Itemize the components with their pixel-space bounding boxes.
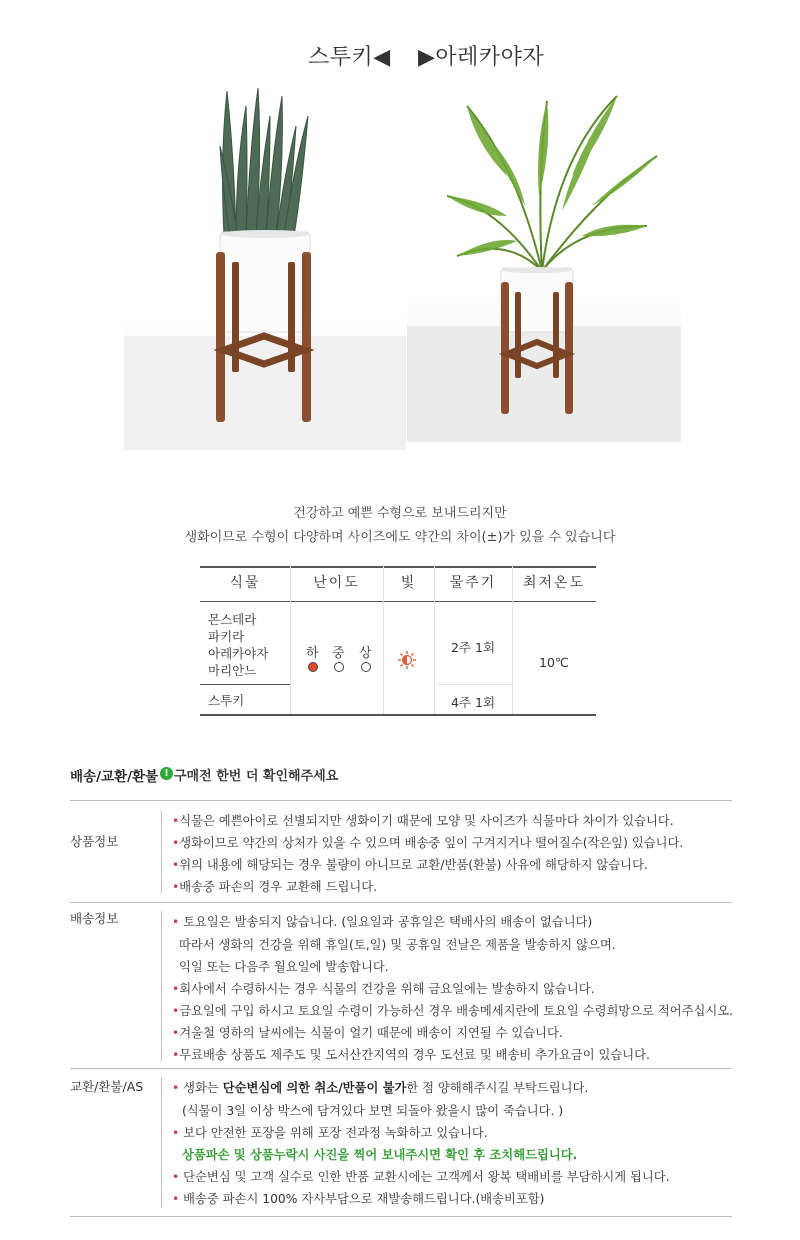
exchange-info-highlight: 상품파손 및 상품누락시 사진을 찍어 보내주시면 확인 후 조치해드립니다. — [182, 1148, 578, 1162]
delivery-info-line: •회사에서 수령하시는 경우 식물의 건강을 위해 금요일에는 발송하지 않습니다. — [172, 982, 595, 996]
warning-icon: ! — [160, 767, 173, 780]
watering-value-1: 2주 1회 — [450, 640, 496, 655]
section-vline — [161, 1077, 162, 1207]
delivery-info-line: •무료배송 상품도 제주도 및 도서산간지역의 경우 도선료 및 배송비 추가요금이 있습니다. — [172, 1048, 650, 1062]
water-row-divider — [438, 684, 512, 685]
section-vline — [161, 811, 162, 893]
product-info-line: •식물은 예쁜아이로 선별되지만 생화이기 때문에 모양 및 사이즈가 식물마다 차이가 있습니다. — [172, 814, 674, 828]
stuckyi-plant-photo — [124, 86, 406, 450]
section-divider — [70, 1068, 732, 1069]
difficulty-high-dot — [361, 662, 371, 672]
header-min-temp: 최저온도 — [522, 575, 586, 591]
delivery-info-line: •겨울철 영하의 날씨에는 식물이 얼기 때문에 배송이 지연될 수 있습니다. — [172, 1026, 563, 1040]
care-table — [200, 566, 596, 716]
exchange-info-line: • 보다 안전한 포장을 위해 포장 전과정 녹화하고 있습니다. — [172, 1126, 488, 1140]
product-info-line: •위의 내용에 해당되는 경우 불량이 아니므로 교환/반품(환불) 사유에 해당하지 않습니다. — [172, 858, 648, 872]
shipping-subtitle: 구매전 한번 더 확인해주세요 — [174, 769, 339, 784]
exchange-info-line: • 단순변심 및 고객 실수로 인한 반품 교환시에는 고객께서 왕복 택배비를 부담하시게 됩니다. — [172, 1170, 670, 1184]
intro-line-1: 건강하고 예쁜 수형으로 보내드리지만 — [293, 506, 507, 521]
watering-value-2: 4주 1회 — [450, 695, 496, 710]
min-temp-value: 10℃ — [539, 655, 569, 670]
exchange-info-line: (식물이 3일 이상 박스에 담겨있다 보면 되돌아 왔을시 많이 죽습니다. ) — [182, 1104, 564, 1118]
header-watering: 물주기 — [449, 575, 497, 591]
product-info-line: •배송중 파손의 경우 교환해 드립니다. — [172, 880, 377, 894]
product-info-label: 상품정보 — [70, 834, 119, 849]
difficulty-low-dot — [308, 662, 318, 672]
areca-palm-label: ▶아레카야자 — [418, 45, 545, 70]
plant-row-divider — [200, 684, 290, 685]
plant-name: 아레카야자 — [208, 646, 269, 661]
header-light: 빛 — [400, 575, 417, 591]
delivery-info-line: •금요일에 구입 하시고 토요일 수령이 가능하신 경우 배송메세지란에 토요일 수령희망으로 적어주십시오. — [172, 1004, 734, 1018]
table-header-border — [200, 601, 596, 602]
plant-name: 파키라 — [208, 629, 245, 644]
exchange-info-line: • 배송중 파손시 100% 자사부담으로 재발송해드립니다.(배송비포함) — [172, 1192, 545, 1206]
plant-name: 몬스테라 — [208, 612, 257, 627]
header-difficulty: 난이도 — [313, 575, 360, 591]
delivery-info-line: 따라서 생화의 건강을 위해 휴일(토,일) 및 공휴일 전날은 제품을 발송하지 않으며. — [179, 938, 616, 952]
difficulty-high-label: 상 — [359, 646, 372, 661]
section-divider — [70, 1216, 732, 1217]
delivery-info-line: 익일 또는 다음주 월요일에 발송합니다. — [179, 960, 389, 974]
difficulty-mid-dot — [334, 662, 344, 672]
intro-line-2: 생화이므로 수형이 다양하며 사이즈에도 약간의 차이(±)가 있을 수 있습니다 — [184, 530, 616, 545]
delivery-info-line: • 토요일은 발송되지 않습니다. (일요일과 공휴일은 택배사의 배송이 없습니다) — [172, 915, 593, 929]
areca-palm-photo — [407, 86, 681, 442]
difficulty-mid-label: 중 — [332, 646, 345, 661]
section-divider — [70, 800, 732, 801]
sun-icon — [397, 650, 417, 670]
stuckyi-label: 스투키◀ — [308, 45, 391, 70]
delivery-info-label: 배송정보 — [70, 911, 119, 926]
section-divider — [70, 902, 732, 903]
plant-name: 스투키 — [208, 693, 245, 708]
shipping-title: 배송/교환/환불 — [70, 769, 159, 785]
table-bottom-border — [200, 714, 596, 716]
section-vline — [161, 911, 162, 1061]
header-plant: 식물 — [229, 575, 261, 591]
product-info-line: •생화이므로 약간의 상처가 있을 수 있으며 배송중 잎이 구겨지거나 떨어질수(작은잎) 있습니다. — [172, 836, 684, 850]
exchange-info-label: 교환/환불/AS — [70, 1079, 144, 1094]
exchange-info-line: • 생화는 단순변심에 의한 취소/반품이 불가한 점 양해해주시길 부탁드립니다. — [172, 1081, 589, 1095]
difficulty-low-label: 하 — [306, 646, 319, 661]
plant-name: 마리안느 — [208, 663, 257, 678]
